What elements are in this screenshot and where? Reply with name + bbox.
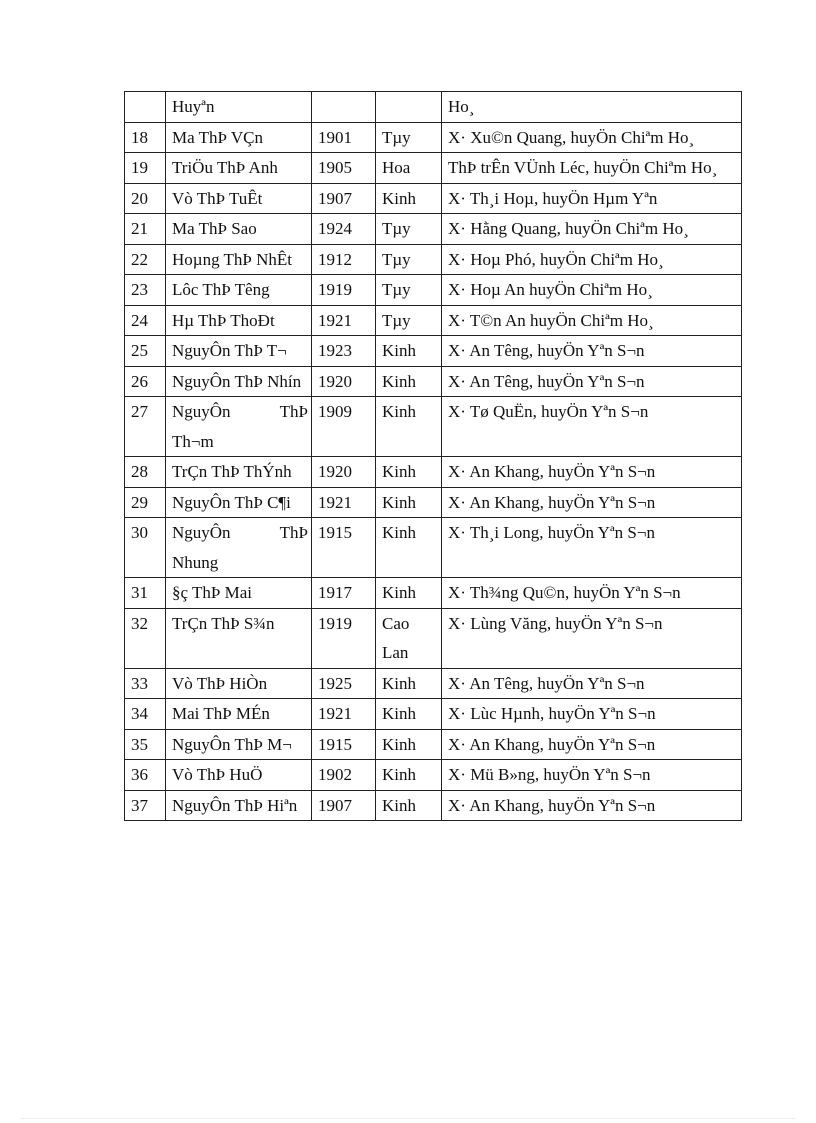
cell-name: Mai ThÞ MÉn [166, 699, 312, 730]
cell-name: TrÇn ThÞ S¾n [166, 608, 312, 668]
cell-name: NguyÔn ThÞ T¬ [166, 336, 312, 367]
cell-address: X· Th¸i Long, huyÖn Yªn S¬n [442, 518, 742, 578]
cell-number: 28 [125, 457, 166, 488]
cell-name: Vò ThÞ HiÒn [166, 668, 312, 699]
cell-birth-year: 1919 [312, 275, 376, 306]
cell-birth-year: 1905 [312, 153, 376, 184]
cell-ethnicity [376, 92, 442, 123]
cell-address: X· Xu©n Quang, huyÖn Chiªm Ho¸ [442, 122, 742, 153]
cell-number: 37 [125, 790, 166, 821]
cell-number: 25 [125, 336, 166, 367]
cell-number: 22 [125, 244, 166, 275]
cell-birth-year: 1915 [312, 729, 376, 760]
cell-birth-year: 1907 [312, 183, 376, 214]
table-row [125, 608, 742, 668]
table-row [125, 790, 742, 821]
table-row [125, 214, 742, 245]
cell-name: NguyÔn ThÞ Hiªn [166, 790, 312, 821]
cell-birth-year: 1919 [312, 608, 376, 668]
cell-birth-year: 1921 [312, 305, 376, 336]
cell-name: Huyªn [166, 92, 312, 123]
cell-name: NguyÔn ThÞ Nhín [166, 366, 312, 397]
cell-ethnicity: Kinh [376, 183, 442, 214]
cell-birth-year: 1921 [312, 487, 376, 518]
cell-number: 20 [125, 183, 166, 214]
cell-birth-year: 1920 [312, 366, 376, 397]
cell-birth-year: 1920 [312, 457, 376, 488]
cell-address: X· An Têng, huyÖn Yªn S¬n [442, 668, 742, 699]
cell-birth-year: 1923 [312, 336, 376, 367]
cell-number: 24 [125, 305, 166, 336]
table-row [125, 366, 742, 397]
cell-number: 33 [125, 668, 166, 699]
records-table [124, 91, 742, 821]
cell-ethnicity: Cao Lan [376, 608, 442, 668]
cell-birth-year: 1917 [312, 578, 376, 609]
cell-number: 31 [125, 578, 166, 609]
table-body [125, 92, 742, 821]
cell-address: X· Lùc Hµnh, huyÖn Yªn S¬n [442, 699, 742, 730]
cell-ethnicity: Tµy [376, 122, 442, 153]
cell-ethnicity: Kinh [376, 336, 442, 367]
cell-ethnicity: Kinh [376, 760, 442, 791]
cell-number: 34 [125, 699, 166, 730]
cell-address: X· Tø QuËn, huyÖn Yªn S¬n [442, 397, 742, 457]
table-row [125, 336, 742, 367]
cell-birth-year: 1902 [312, 760, 376, 791]
cell-number: 23 [125, 275, 166, 306]
cell-birth-year: 1925 [312, 668, 376, 699]
cell-number: 27 [125, 397, 166, 457]
cell-ethnicity: Kinh [376, 790, 442, 821]
cell-number: 18 [125, 122, 166, 153]
cell-number: 35 [125, 729, 166, 760]
cell-number: 21 [125, 214, 166, 245]
cell-birth-year: 1907 [312, 790, 376, 821]
table-row [125, 518, 742, 578]
cell-name: TriÖu ThÞ Anh [166, 153, 312, 184]
cell-ethnicity: Kinh [376, 518, 442, 578]
cell-birth-year: 1915 [312, 518, 376, 578]
table-row [125, 457, 742, 488]
cell-address: Ho¸ [442, 92, 742, 123]
cell-name: Hoµng ThÞ NhÊt [166, 244, 312, 275]
cell-address: X· Lùng Văng, huyÖn Yªn S¬n [442, 608, 742, 668]
cell-number: 32 [125, 608, 166, 668]
table-row [125, 578, 742, 609]
cell-ethnicity: Kinh [376, 487, 442, 518]
cell-name: NguyÔn ThÞ Nhung [166, 518, 312, 578]
cell-address: X· An Khang, huyÖn Yªn S¬n [442, 457, 742, 488]
cell-name: Hµ ThÞ ThoÐt [166, 305, 312, 336]
table-row [125, 699, 742, 730]
cell-birth-year: 1901 [312, 122, 376, 153]
cell-number [125, 92, 166, 123]
table-row [125, 397, 742, 457]
cell-birth-year: 1921 [312, 699, 376, 730]
cell-name: Ma ThÞ Sao [166, 214, 312, 245]
cell-address: X· An Têng, huyÖn Yªn S¬n [442, 366, 742, 397]
table-row [125, 183, 742, 214]
cell-address: X· Mü B»ng, huyÖn Yªn S¬n [442, 760, 742, 791]
cell-ethnicity: Tµy [376, 214, 442, 245]
table-row [125, 487, 742, 518]
cell-name: NguyÔn ThÞ C¶i [166, 487, 312, 518]
cell-name: Lôc ThÞ Têng [166, 275, 312, 306]
cell-ethnicity: Hoa [376, 153, 442, 184]
cell-ethnicity: Kinh [376, 699, 442, 730]
cell-ethnicity: Kinh [376, 397, 442, 457]
cell-birth-year [312, 92, 376, 123]
cell-address: X· An Khang, huyÖn Yªn S¬n [442, 487, 742, 518]
cell-address: X· Th¾ng Qu©n, huyÖn Yªn S¬n [442, 578, 742, 609]
table-row [125, 153, 742, 184]
cell-ethnicity: Tµy [376, 275, 442, 306]
table-row [125, 244, 742, 275]
table-row [125, 729, 742, 760]
cell-ethnicity: Tµy [376, 305, 442, 336]
cell-name: §ç ThÞ Mai [166, 578, 312, 609]
cell-address: X· T©n An huyÖn Chiªm Ho¸ [442, 305, 742, 336]
cell-number: 26 [125, 366, 166, 397]
cell-name: Vò ThÞ TuÊt [166, 183, 312, 214]
table-row [125, 305, 742, 336]
table-row-continuation [125, 92, 742, 123]
cell-address: X· An Khang, huyÖn Yªn S¬n [442, 729, 742, 760]
cell-ethnicity: Kinh [376, 578, 442, 609]
cell-name: NguyÔn ThÞ Th¬m [166, 397, 312, 457]
cell-address: X· An Khang, huyÖn Yªn S¬n [442, 790, 742, 821]
cell-address: X· Hoµ Phó, huyÖn Chiªm Ho¸ [442, 244, 742, 275]
cell-number: 29 [125, 487, 166, 518]
cell-name: TrÇn ThÞ ThÝnh [166, 457, 312, 488]
cell-birth-year: 1924 [312, 214, 376, 245]
cell-address: X· An Têng, huyÖn Yªn S¬n [442, 336, 742, 367]
cell-name: Vò ThÞ HuÖ [166, 760, 312, 791]
cell-address: X· Hoµ An huyÖn Chiªm Ho¸ [442, 275, 742, 306]
cell-address: ThÞ trÊn VÜnh Léc, huyÖn Chiªm Ho¸ [442, 153, 742, 184]
table-row [125, 122, 742, 153]
cell-name: NguyÔn ThÞ M¬ [166, 729, 312, 760]
cell-birth-year: 1912 [312, 244, 376, 275]
cell-number: 30 [125, 518, 166, 578]
table-row [125, 275, 742, 306]
cell-number: 36 [125, 760, 166, 791]
cell-birth-year: 1909 [312, 397, 376, 457]
cell-ethnicity: Kinh [376, 457, 442, 488]
cell-ethnicity: Kinh [376, 729, 442, 760]
page-bottom-edge [20, 1118, 796, 1119]
table-row [125, 668, 742, 699]
cell-name: Ma ThÞ VÇn [166, 122, 312, 153]
cell-address: X· Hằng Quang, huyÖn Chiªm Ho¸ [442, 214, 742, 245]
cell-ethnicity: Kinh [376, 668, 442, 699]
cell-ethnicity: Kinh [376, 366, 442, 397]
cell-address: X· Th¸i Hoµ, huyÖn Hµm Yªn [442, 183, 742, 214]
table-row [125, 760, 742, 791]
cell-ethnicity: Tµy [376, 244, 442, 275]
cell-number: 19 [125, 153, 166, 184]
